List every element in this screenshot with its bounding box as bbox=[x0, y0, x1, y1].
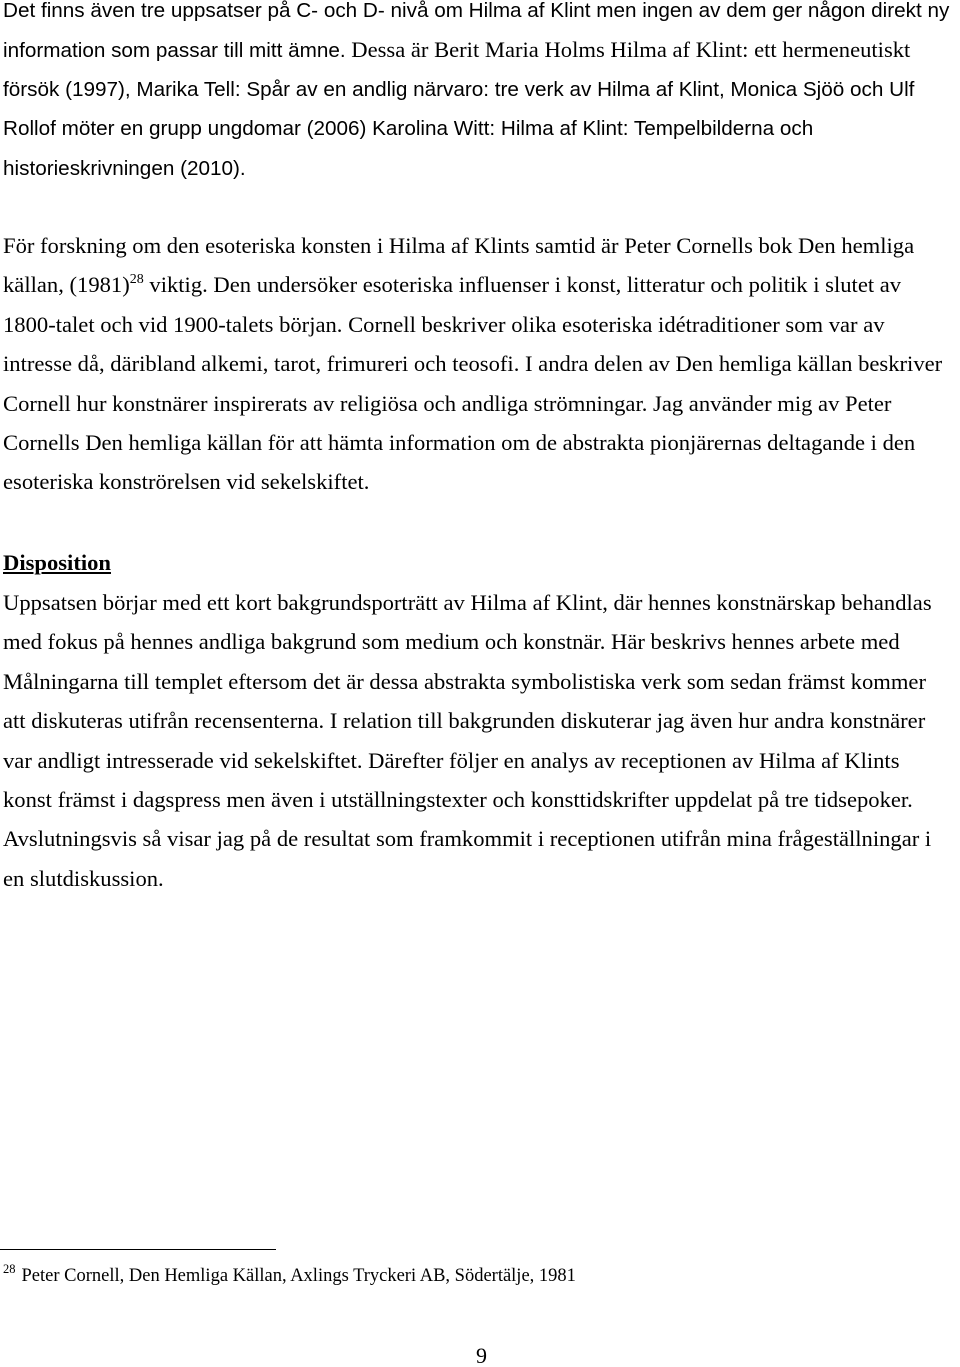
text-line: Cornells Den hemliga källan för att hämta information om de abstrakta pionjärernas deltagande i den bbox=[3, 429, 916, 455]
text-line: Avslutningsvis så visar jag på de resultat som framkommit i receptionen utifrån mina frågeställningar i bbox=[3, 826, 932, 852]
text-line: intresse då, däribland alkemi, tarot, frimureri och teosofi. I andra delen av Den hemliga källan beskriver bbox=[3, 351, 943, 377]
text-line: var andligt intresserade vid sekelskiftet. Därefter följer en analys av receptionen av Hilma af Klints bbox=[3, 747, 900, 773]
section-heading: Disposition bbox=[3, 550, 111, 575]
footnote bbox=[3, 1262, 576, 1290]
text-line: Det finns även tre uppsatser på C- och D- nivå om Hilma af Klint men ingen av dem ger någon direkt ny bbox=[3, 0, 950, 22]
text-line: Cornell hur konstnärer inspirerats av religiösa och andliga strömningar. Jag använder mig av Peter bbox=[3, 390, 892, 416]
text-line: Uppsatsen börjar med ett kort bakgrundsporträtt av Hilma af Klint, där hennes konstnärskap behandlas bbox=[3, 590, 932, 615]
text-segment: viktig. Den undersöker esoteriska influenser i konst, litteratur och politik i slutet av bbox=[143, 272, 902, 298]
text-line: en slutdiskussion. bbox=[3, 865, 164, 891]
text-line: Rollof möter en grupp ungdomar (2006) Karolina Witt: Hilma af Klint: Tempelbilderna och bbox=[3, 117, 814, 141]
footnote-number: 28 bbox=[3, 1262, 16, 1276]
text-line: För forskning om den esoteriska konsten i Hilma af Klints samtid är Peter Cornells bok Den hemliga bbox=[3, 233, 915, 258]
text-line: historieskrivningen (2010). bbox=[3, 156, 246, 180]
page-number: 9 bbox=[476, 1343, 487, 1367]
paragraph-disposition bbox=[3, 583, 960, 898]
text-line: konst främst i dagspress men även i utställningstexter och konsttidskrifter uppdelat på tre tidsepoker. bbox=[3, 786, 913, 812]
footnote-reference: 28 bbox=[129, 272, 144, 288]
text-line bbox=[3, 265, 960, 304]
text-segment: Dessa är Berit Maria Holms Hilma af Klint: ett hermeneutiskt bbox=[345, 37, 911, 63]
text-segment: information som passar till mitt ämne. bbox=[3, 39, 346, 63]
text-line: 1800-talet och vid 1900-talets början. Cornell beskriver olika esoteriska idétraditioner som var av bbox=[3, 311, 885, 337]
footnote-text: Peter Cornell, Den Hemliga Källan, Axlings Tryckeri AB, Södertälje, 1981 bbox=[21, 1266, 576, 1286]
text-segment: källan, (1981) bbox=[3, 272, 130, 298]
footnote-separator bbox=[0, 1249, 276, 1250]
text-line: Målningarna till templet eftersom det är dessa abstrakta symbolistiska verk som sedan främst kommer bbox=[3, 668, 926, 694]
text-line: att diskuteras utifrån recensenterna. I relation till bakgrunden diskuterar jag även hur andra konstnärer bbox=[3, 708, 926, 734]
text-line bbox=[3, 30, 960, 69]
text-line: försök (1997), Marika Tell: Spår av en andlig närvaro: tre verk av Hilma af Klint, Monica Sjöö och Ulf bbox=[3, 77, 915, 101]
text-line: esoteriska konströrelsen vid sekelskiftet. bbox=[3, 469, 370, 495]
paragraph-previous-theses bbox=[3, 0, 960, 188]
paragraph-esoteric-research bbox=[3, 226, 960, 502]
text-line: med fokus på hennes andliga bakgrund som medium och konstnär. Här beskrivs hennes arbete med bbox=[3, 629, 900, 655]
